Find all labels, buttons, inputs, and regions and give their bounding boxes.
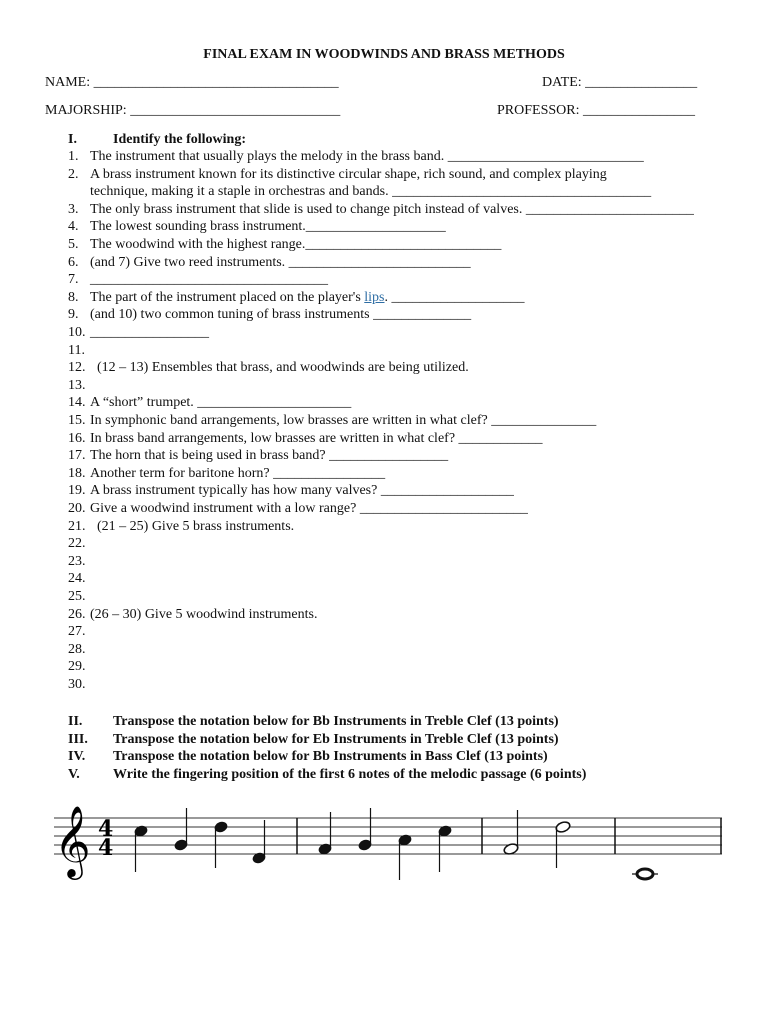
note-a4 (174, 808, 188, 851)
question-text[interactable]: A brass instrument known for its distinctive circular shape, rich sound, and complex playing (90, 166, 607, 182)
question-text[interactable]: A “short” trumpet. ______________________ (90, 395, 352, 411)
question-text-part: . ___________________ (384, 289, 525, 305)
question-number: 13. (68, 377, 86, 393)
question-number: 28. (68, 641, 86, 657)
note-c5-2 (438, 825, 452, 872)
section-roman: IV. (68, 749, 86, 765)
majorship-field[interactable]: MAJORSHIP: ______________________________ (45, 103, 341, 118)
question-number: 29. (68, 659, 86, 675)
question-text[interactable]: The lowest sounding brass instrument.____________________ (90, 219, 446, 235)
question-number: 17. (68, 448, 86, 464)
note-b4 (398, 834, 412, 880)
section-roman: V. (68, 766, 80, 782)
question-text-part: The part of the instrument placed on the player's (90, 289, 365, 305)
question-text[interactable]: The horn that is being used in brass band? _________________ (90, 448, 449, 464)
question-text[interactable]: (and 7) Give two reed instruments. __________________________ (90, 254, 471, 270)
question-number: 23. (68, 553, 86, 569)
question-number: 4. (68, 219, 79, 235)
note-d5 (214, 821, 228, 868)
question-number: 19. (68, 483, 86, 499)
music-staff (50, 796, 730, 886)
question-text[interactable]: Give a woodwind instrument with a low range? ________________________ (90, 501, 528, 516)
question-number: 24. (68, 571, 86, 587)
question-number: 2. (68, 166, 79, 182)
section-roman: II. (68, 714, 83, 729)
question-number: 15. (68, 413, 86, 428)
question-text[interactable]: Another term for baritone horn? ________________ (90, 465, 386, 481)
question-text[interactable]: (and 10) two common tuning of brass instruments ______________ (90, 307, 472, 323)
whole-note-c4 (632, 869, 658, 879)
professor-field[interactable]: PROFESSOR: ________________ (497, 103, 695, 118)
name-field[interactable]: NAME: ___________________________________ (45, 75, 339, 90)
question-text[interactable]: A brass instrument typically has how many valves? ___________________ (90, 483, 514, 499)
question-number: 25. (68, 589, 86, 604)
question-number: 1. (68, 149, 79, 164)
time-signature-top: 4 (98, 816, 114, 842)
section-instruction: Transpose the notation below for Bb Instruments in Treble Clef (13 points) (113, 714, 559, 729)
date-field[interactable]: DATE: ________________ (542, 75, 698, 90)
question-text[interactable]: The woodwind with the highest range.____________________________ (90, 237, 502, 252)
question-text[interactable]: In brass band arrangements, low brasses are written in what clef? ____________ (90, 430, 543, 446)
staff-lines (54, 818, 722, 854)
question-text[interactable]: (12 – 13) Ensembles that brass, and woodwinds are being utilized. (90, 360, 469, 376)
section-1-roman: I. (68, 132, 77, 147)
question-number: 11. (68, 342, 85, 358)
question-number: 22. (68, 536, 86, 552)
question-number: 20. (68, 501, 86, 516)
question-text[interactable]: (26 – 30) Give 5 woodwind instruments. (90, 606, 318, 622)
question-text[interactable]: (21 – 25) Give 5 brass instruments. (90, 518, 295, 534)
notes (134, 808, 658, 880)
half-note-d5 (555, 820, 571, 868)
question-text[interactable]: The instrument that usually plays the melody in the brass band. ____________________________ (90, 149, 644, 164)
section-instruction: Transpose the notation below for Eb Instruments in Treble Clef (13 points) (113, 731, 559, 747)
question-number: 7. (68, 272, 79, 288)
question-number: 30. (68, 677, 86, 692)
time-signature-bottom: 4 (98, 835, 114, 861)
section-instruction: Transpose the notation below for Bb Instruments in Bass Clef (13 points) (113, 749, 548, 765)
question-number: 8. (68, 289, 79, 305)
question-text[interactable]: __________________________________ (90, 272, 328, 288)
question-text[interactable]: In symphonic band arrangements, low brasses are written in what clef? _______________ (90, 413, 597, 428)
exam-title: FINAL EXAM IN WOODWINDS AND BRASS METHODS (203, 47, 565, 62)
note-c5 (134, 825, 148, 872)
question-number: 18. (68, 465, 86, 481)
question-number: 16. (68, 430, 86, 446)
note-a4-2 (358, 808, 372, 851)
question-number: 27. (68, 624, 86, 640)
question-number: 12. (68, 360, 86, 376)
treble-clef-icon: 𝄞 (54, 804, 91, 877)
question-number: 10. (68, 325, 86, 340)
question-number: 6. (68, 254, 79, 270)
question-number: 21. (68, 518, 86, 534)
question-number: 26. (68, 606, 86, 622)
question-number: 5. (68, 237, 79, 252)
lips-link[interactable]: lips (364, 289, 385, 305)
question-number: 14. (68, 395, 86, 411)
section-1-heading: Identify the following: (113, 132, 246, 147)
question-text[interactable] (90, 289, 525, 306)
section-instruction: Write the fingering position of the first 6 notes of the melodic passage (6 points) (113, 766, 587, 782)
question-number: 3. (68, 201, 79, 217)
section-roman: III. (68, 731, 88, 747)
question-number: 9. (68, 307, 79, 323)
half-note-g4 (503, 810, 519, 856)
question-text[interactable]: _________________ (90, 325, 209, 340)
question-text[interactable]: The only brass instrument that slide is used to change pitch instead of valves. ________________________ (90, 201, 694, 217)
question-text[interactable]: technique, making it a staple in orchestras and bands. _____________________________________ (90, 184, 652, 200)
